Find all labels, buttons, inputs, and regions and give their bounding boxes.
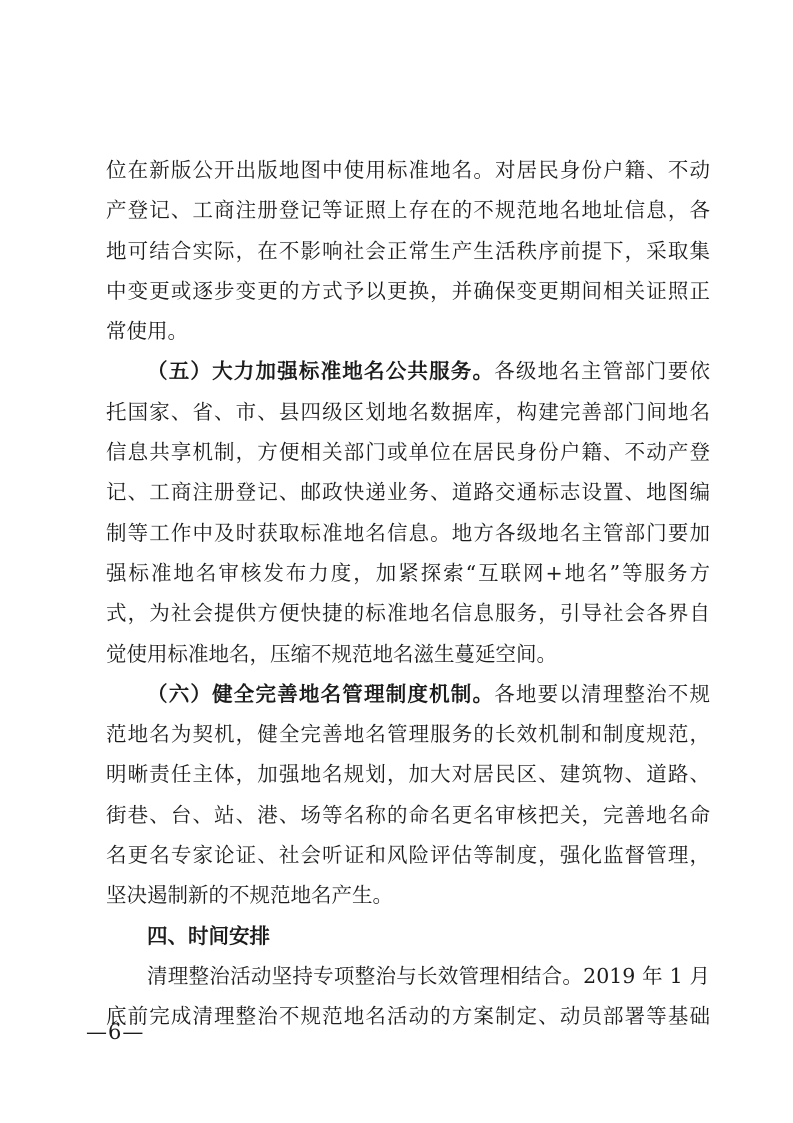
text-line: 产登记、工商注册登记等证照上存在的不规范地名地址信息，各	[106, 198, 710, 223]
text-line: 底前完成清理整治不规范地名活动的方案制定、动员部署等基础	[106, 1004, 710, 1029]
text-line: 信息共享机制，方便相关部门或单位在居民身份户籍、不动产登	[106, 440, 710, 465]
text-line: 记、工商注册登记、邮政快递业务、道路交通标志设置、地图编	[106, 480, 710, 505]
page-number: —6—	[86, 1020, 145, 1044]
text-line: 制等工作中及时获取标准地名信息。地方各级地名主管部门要加	[106, 520, 710, 545]
text-line: 位在新版公开出版地图中使用标准地名。对居民身份户籍、不动	[106, 158, 710, 182]
section-heading-4: 四、时间安排	[147, 923, 270, 948]
text-line: 托国家、省、市、县四级区划地名数据库，构建完善部门间地名	[106, 399, 710, 424]
text-line	[106, 674, 710, 714]
text-line: 明晰责任主体，加强地名规划，加大对居民区、建筑物、道路、	[106, 762, 710, 787]
text-line: 范地名为契机，健全完善地名管理服务的长效机制和制度规范，	[106, 722, 710, 747]
text-line: 街巷、台、站、港、场等名称的命名更名审核把关，完善地名命	[106, 802, 710, 827]
text-line: 坚决遏制新的不规范地名产生。	[106, 883, 393, 908]
text-line: 中变更或逐步变更的方式予以更换，并确保变更期间相关证照正	[106, 278, 710, 303]
section-6	[106, 674, 710, 916]
text-line	[106, 351, 710, 391]
text-line: 名更名专家论证、社会听证和风险评估等制度，强化监督管理，	[106, 843, 710, 868]
text-line: 强标准地名审核发布力度，加紧探索“互联网+地名”等服务方	[106, 560, 710, 585]
text-line: 清理整治活动坚持专项整治与长效管理相结合。2019 年 1 月	[147, 963, 710, 988]
text-line: 常使用。	[106, 319, 188, 344]
section-5	[106, 351, 710, 673]
text-line: 觉使用标准地名，压缩不规范地名滋生蔓延空间。	[106, 641, 557, 666]
body-text	[106, 150, 710, 1037]
section-6-title: （六）健全完善地名管理制度机制。	[147, 681, 495, 706]
section-6-first-line: 各地要以清理整治不规	[494, 681, 710, 706]
text-line: 地可结合实际，在不影响社会正常生产生活秩序前提下，采取集	[106, 238, 710, 263]
paragraph-last	[106, 956, 710, 1037]
section-5-title: （五）大力加强标准地名公共服务。	[147, 359, 495, 384]
paragraph-1	[106, 150, 710, 351]
section-5-first-line: 各级地名主管部门要依	[494, 359, 710, 384]
text-line: 式，为社会提供方便快捷的标准地名信息服务，引导社会各界自	[106, 601, 710, 626]
